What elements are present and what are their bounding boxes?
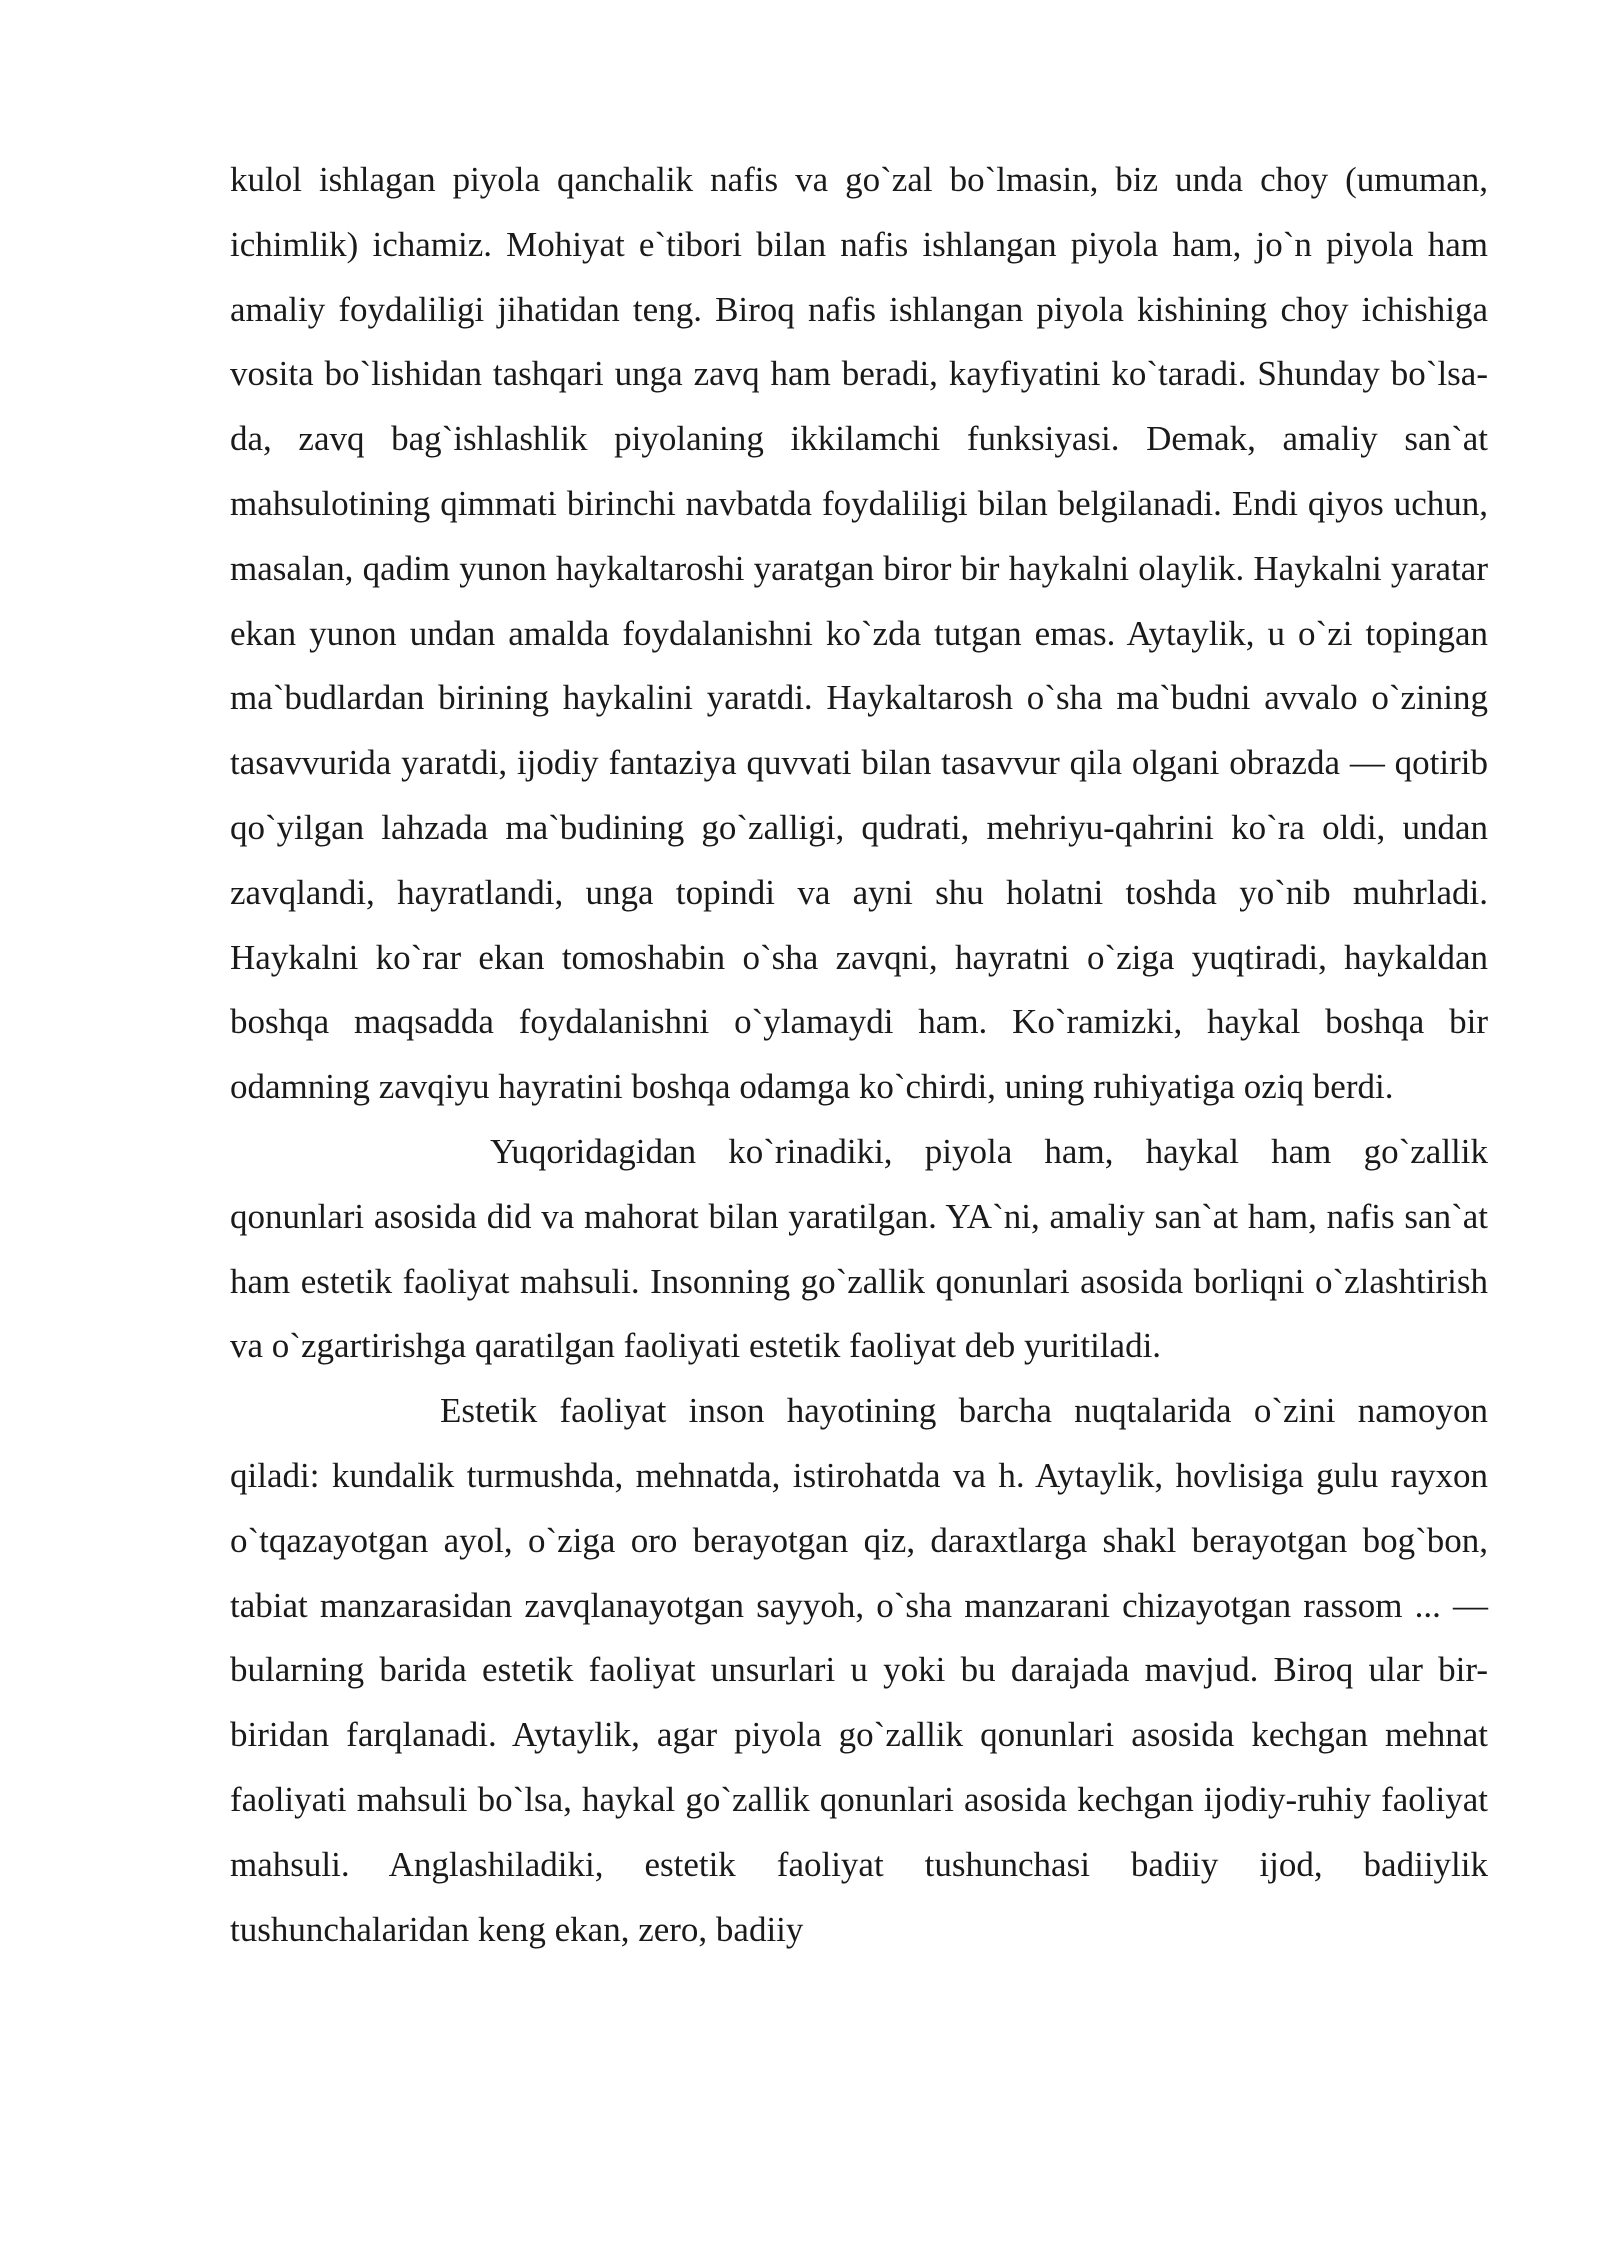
- paragraph-estetik-faoliyat-namoyon: Estetik faoliyat inson hayotining barcha nuqtalarida o`zini namoyon qiladi: kundalik turmushda, mehnatda, istirohatda va h. Aytaylik, hovlisiga gulu rayxon o`tqazayotgan ayol, o`ziga oro berayotgan qiz, daraxtlarga shakl berayotgan bog`bon, tabiat manzarasidan zavqlanayotgan sayyoh, o`sha manzarani chizayotgan rassom ... — bularning barida estetik faoliyat unsurlari u yoki bu darajada mavjud. Biroq ular bir-biridan farqlanadi. Aytaylik, agar piyola go`zallik qonunlari asosida kechgan mehnat faoliyati mahsuli bo`lsa, haykal go`zallik qonunlari asosida kechgan ijodiy-ruhiy faoliyat mahsuli. Anglashiladiki, estetik faoliyat tushunchasi badiiy ijod, badiiylik tushunchalaridan keng ekan, zero, badiiy: [230, 1391, 1488, 1949]
- paragraph-piyola-haykal: kulol ishlagan piyola qanchalik nafis va go`zal bo`lmasin, biz unda choy (umuman, ichimlik) ichamiz. Mohiyat e`tibori bilan nafis ishlangan piyola ham, jo`n piyola ham amaliy foydaliligi jihatidan teng. Biroq nafis ishlangan piyola kishining choy ichishiga vosita bo`lishidan tashqari unga zavq ham beradi, kayfiyatini ko`taradi. Shunday bo`lsa-da, zavq bag`ishlashlik piyolaning ikkilamchi funksiyasi. Demak, amaliy san`at mahsulotining qimmati birinchi navbatda foydaliligi bilan belgilanadi. Endi qiyos uchun, masalan, qadim yunon haykaltaroshi yaratgan biror bir haykalni olaylik. Haykalni yaratar ekan yunon undan amalda foydalanishni ko`zda tutgan emas. Aytaylik, u o`zi topingan ma`budlardan birining haykalini yaratdi. Haykaltarosh o`sha ma`budni avvalo o`zining tasavvurida yaratdi, ijodiy fantaziya quvvati bilan tasavvur qila olgani obrazda — qotirib qo`yilgan lahzada ma`budining go`zalligi, qudrati, mehriyu-qahrini ko`ra oldi, undan zavqlandi, hayratlandi, unga topindi va ayni shu holatni toshda yo`nib muhrladi. Haykalni ko`rar ekan tomoshabin o`sha zavqni, hayratni o`ziga yuqtiradi, haykaldan boshqa maqsadda foydalanishni o`ylamaydi ham. Ko`ramizki, haykal boshqa bir odamning zavqiyu hayratini boshqa odamga ko`chirdi, uning ruhiyatiga oziq berdi.: [230, 160, 1488, 1107]
- document-body: [230, 148, 1488, 1962]
- paragraph-estetik-faoliyat-mahsuli: Yuqoridagidan ko`rinadiki, piyola ham, haykal ham go`zallik qonunlari asosida did va mahorat bilan yaratilgan. YA`ni, amaliy san`at ham, nafis san`at ham estetik faoliyat mahsuli. Insonning go`zallik qonunlari asosida borliqni o`zlashtirish va o`zgartirishga qaratilgan faoliyati estetik faoliyat deb yuritiladi.: [230, 1131, 1488, 1366]
